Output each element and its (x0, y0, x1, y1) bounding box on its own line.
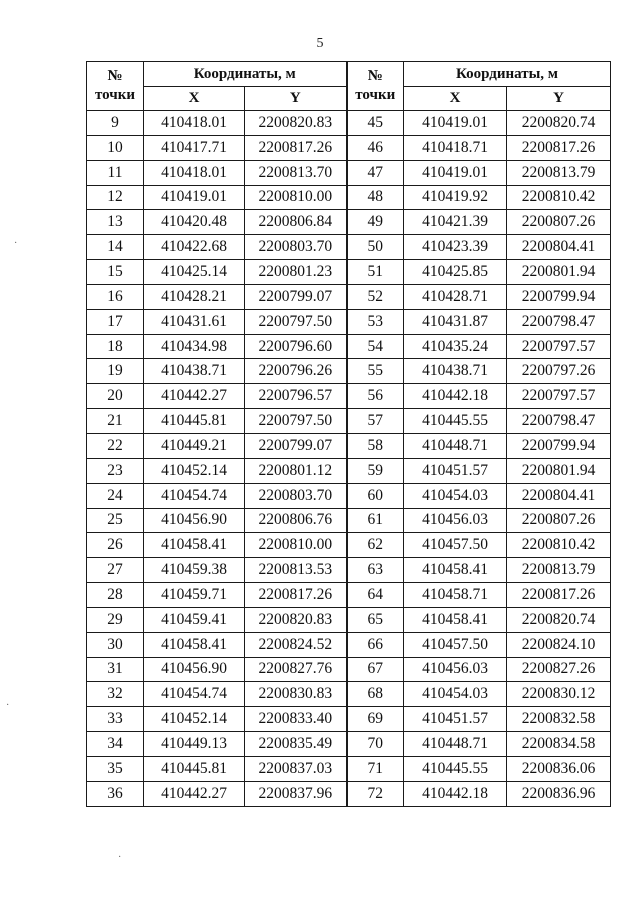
y-value-right: 2200798.47 (507, 409, 611, 434)
point-number-right: 47 (347, 160, 404, 185)
x-value-right: 410419.92 (404, 185, 507, 210)
point-number-right: 67 (347, 657, 404, 682)
table-row (87, 185, 611, 210)
y-value-left: 2200797.50 (245, 309, 347, 334)
x-value-right: 410442.18 (404, 781, 507, 806)
x-value-right: 410448.71 (404, 732, 507, 757)
x-value-left: 410420.48 (144, 210, 245, 235)
x-value-right: 410442.18 (404, 384, 507, 409)
point-number-right: 46 (347, 135, 404, 160)
point-number-left: 24 (87, 483, 144, 508)
point-number-right: 53 (347, 309, 404, 334)
y-value-left: 2200817.26 (245, 135, 347, 160)
x-header-right: X (404, 87, 507, 111)
point-number-right: 48 (347, 185, 404, 210)
y-value-left: 2200810.00 (245, 533, 347, 558)
y-value-right: 2200807.26 (507, 210, 611, 235)
y-value-left: 2200837.96 (245, 781, 347, 806)
point-number-left: 14 (87, 235, 144, 260)
x-value-right: 410454.03 (404, 682, 507, 707)
point-number-right: 45 (347, 111, 404, 136)
y-value-right: 2200810.42 (507, 185, 611, 210)
point-number-left: 10 (87, 135, 144, 160)
coords-header-right: Координаты, м (404, 62, 611, 87)
y-value-left: 2200797.50 (245, 409, 347, 434)
table-row (87, 160, 611, 185)
point-number-left: 32 (87, 682, 144, 707)
table-row (87, 135, 611, 160)
point-number-header-left (87, 62, 144, 111)
point-number-word: точки (94, 87, 136, 103)
table-row (87, 607, 611, 632)
x-value-right: 410457.50 (404, 632, 507, 657)
x-value-right: 410438.71 (404, 359, 507, 384)
table-row (87, 210, 611, 235)
coords-header-left: Координаты, м (144, 62, 347, 87)
y-value-right: 2200798.47 (507, 309, 611, 334)
point-number-right: 58 (347, 433, 404, 458)
point-number-left: 22 (87, 433, 144, 458)
y-value-right: 2200804.41 (507, 483, 611, 508)
x-value-left: 410418.01 (144, 111, 245, 136)
point-number-right: 59 (347, 458, 404, 483)
x-value-left: 410431.61 (144, 309, 245, 334)
x-value-right: 410428.71 (404, 284, 507, 309)
x-value-right: 410445.55 (404, 409, 507, 434)
y-value-left: 2200820.83 (245, 607, 347, 632)
y-value-left: 2200806.76 (245, 508, 347, 533)
y-value-left: 2200799.07 (245, 284, 347, 309)
y-value-left: 2200796.60 (245, 334, 347, 359)
y-value-left: 2200830.83 (245, 682, 347, 707)
y-value-left: 2200820.83 (245, 111, 347, 136)
y-value-right: 2200836.96 (507, 781, 611, 806)
x-value-left: 410428.21 (144, 284, 245, 309)
y-value-left: 2200817.26 (245, 583, 347, 608)
x-value-right: 410451.57 (404, 707, 507, 732)
y-value-right: 2200827.26 (507, 657, 611, 682)
x-value-left: 410445.81 (144, 756, 245, 781)
x-value-right: 410425.85 (404, 260, 507, 285)
point-number-right: 64 (347, 583, 404, 608)
table-row (87, 533, 611, 558)
table-row (87, 111, 611, 136)
x-value-left: 410454.74 (144, 682, 245, 707)
point-number-left: 12 (87, 185, 144, 210)
point-number-right: 56 (347, 384, 404, 409)
x-value-right: 410419.01 (404, 111, 507, 136)
x-value-left: 410419.01 (144, 185, 245, 210)
table-row (87, 732, 611, 757)
x-value-left: 410452.14 (144, 707, 245, 732)
y-value-right: 2200813.79 (507, 160, 611, 185)
x-value-right: 410458.71 (404, 583, 507, 608)
x-value-left: 410458.41 (144, 533, 245, 558)
x-value-left: 410449.21 (144, 433, 245, 458)
point-number-symbol: № (107, 68, 123, 84)
point-number-left: 28 (87, 583, 144, 608)
point-number-left: 33 (87, 707, 144, 732)
x-value-left: 410449.13 (144, 732, 245, 757)
table-row (87, 433, 611, 458)
y-value-left: 2200810.00 (245, 185, 347, 210)
table-row (87, 309, 611, 334)
table-row (87, 707, 611, 732)
point-number-left: 17 (87, 309, 144, 334)
y-value-left: 2200806.84 (245, 210, 347, 235)
y-value-right: 2200797.57 (507, 334, 611, 359)
header-row-top (87, 62, 611, 87)
coordinates-table (86, 61, 611, 807)
point-number-left: 36 (87, 781, 144, 806)
x-value-left: 410454.74 (144, 483, 245, 508)
table-row (87, 260, 611, 285)
y-value-right: 2200836.06 (507, 756, 611, 781)
y-value-left: 2200796.26 (245, 359, 347, 384)
y-value-left: 2200801.12 (245, 458, 347, 483)
x-value-right: 410451.57 (404, 458, 507, 483)
point-number-right: 63 (347, 558, 404, 583)
x-value-left: 410456.90 (144, 508, 245, 533)
point-number-right: 52 (347, 284, 404, 309)
x-value-right: 410423.39 (404, 235, 507, 260)
point-number-left: 27 (87, 558, 144, 583)
table-row (87, 508, 611, 533)
table-row (87, 657, 611, 682)
y-value-left: 2200837.03 (245, 756, 347, 781)
point-number-left: 11 (87, 160, 144, 185)
x-value-left: 410442.27 (144, 781, 245, 806)
y-value-left: 2200803.70 (245, 483, 347, 508)
y-value-right: 2200830.12 (507, 682, 611, 707)
x-value-left: 410442.27 (144, 384, 245, 409)
table-row (87, 756, 611, 781)
table-body (87, 111, 611, 807)
y-value-right: 2200799.94 (507, 284, 611, 309)
y-value-left: 2200813.53 (245, 558, 347, 583)
x-value-right: 410421.39 (404, 210, 507, 235)
point-number-left: 34 (87, 732, 144, 757)
point-number-left: 26 (87, 533, 144, 558)
point-number-header-right (347, 62, 404, 111)
scan-speck: · (6, 700, 10, 711)
point-number-left: 29 (87, 607, 144, 632)
y-header-left: Y (245, 87, 347, 111)
point-number-right: 55 (347, 359, 404, 384)
x-value-right: 410457.50 (404, 533, 507, 558)
y-value-left: 2200827.76 (245, 657, 347, 682)
y-value-right: 2200817.26 (507, 583, 611, 608)
x-value-left: 410417.71 (144, 135, 245, 160)
point-number-word: точки (355, 87, 396, 103)
point-number-right: 72 (347, 781, 404, 806)
y-value-right: 2200799.94 (507, 433, 611, 458)
y-value-right: 2200797.57 (507, 384, 611, 409)
x-value-left: 410438.71 (144, 359, 245, 384)
point-number-left: 16 (87, 284, 144, 309)
table-row (87, 284, 611, 309)
point-number-right: 49 (347, 210, 404, 235)
x-value-left: 410452.14 (144, 458, 245, 483)
x-value-left: 410445.81 (144, 409, 245, 434)
x-value-right: 410418.71 (404, 135, 507, 160)
point-number-left: 19 (87, 359, 144, 384)
x-value-left: 410425.14 (144, 260, 245, 285)
x-value-right: 410458.41 (404, 607, 507, 632)
point-number-right: 68 (347, 682, 404, 707)
y-value-right: 2200834.58 (507, 732, 611, 757)
y-value-right: 2200817.26 (507, 135, 611, 160)
y-value-right: 2200810.42 (507, 533, 611, 558)
y-value-right: 2200832.58 (507, 707, 611, 732)
page-number: 5 (316, 36, 324, 51)
x-value-left: 410458.41 (144, 632, 245, 657)
table-row (87, 359, 611, 384)
point-number-right: 66 (347, 632, 404, 657)
point-number-right: 57 (347, 409, 404, 434)
y-value-left: 2200824.52 (245, 632, 347, 657)
scan-speck: · (14, 238, 18, 249)
point-number-right: 54 (347, 334, 404, 359)
x-value-left: 410418.01 (144, 160, 245, 185)
x-value-left: 410459.38 (144, 558, 245, 583)
y-value-right: 2200801.94 (507, 260, 611, 285)
y-value-right: 2200801.94 (507, 458, 611, 483)
y-value-right: 2200813.79 (507, 558, 611, 583)
table-row (87, 235, 611, 260)
x-value-right: 410458.41 (404, 558, 507, 583)
point-number-right: 65 (347, 607, 404, 632)
point-number-left: 35 (87, 756, 144, 781)
point-number-right: 69 (347, 707, 404, 732)
table-row (87, 583, 611, 608)
y-value-right: 2200807.26 (507, 508, 611, 533)
point-number-right: 61 (347, 508, 404, 533)
point-number-left: 18 (87, 334, 144, 359)
point-number-symbol: № (367, 68, 383, 84)
x-value-right: 410454.03 (404, 483, 507, 508)
y-value-left: 2200813.70 (245, 160, 347, 185)
x-value-left: 410434.98 (144, 334, 245, 359)
table-row (87, 384, 611, 409)
x-value-left: 410459.71 (144, 583, 245, 608)
point-number-right: 50 (347, 235, 404, 260)
table-row (87, 409, 611, 434)
y-value-right: 2200824.10 (507, 632, 611, 657)
point-number-left: 13 (87, 210, 144, 235)
table-row (87, 781, 611, 806)
point-number-right: 60 (347, 483, 404, 508)
x-value-left: 410459.41 (144, 607, 245, 632)
point-number-left: 25 (87, 508, 144, 533)
y-value-left: 2200801.23 (245, 260, 347, 285)
point-number-left: 31 (87, 657, 144, 682)
table-row (87, 682, 611, 707)
table-row (87, 458, 611, 483)
point-number-left: 23 (87, 458, 144, 483)
point-number-left: 21 (87, 409, 144, 434)
y-value-left: 2200835.49 (245, 732, 347, 757)
table-row (87, 558, 611, 583)
table-row (87, 632, 611, 657)
point-number-left: 9 (87, 111, 144, 136)
x-value-right: 410435.24 (404, 334, 507, 359)
point-number-right: 51 (347, 260, 404, 285)
point-number-right: 62 (347, 533, 404, 558)
x-value-left: 410422.68 (144, 235, 245, 260)
point-number-right: 70 (347, 732, 404, 757)
x-value-right: 410431.87 (404, 309, 507, 334)
y-header-right: Y (507, 87, 611, 111)
x-value-right: 410448.71 (404, 433, 507, 458)
y-value-left: 2200803.70 (245, 235, 347, 260)
y-value-right: 2200820.74 (507, 111, 611, 136)
y-value-right: 2200804.41 (507, 235, 611, 260)
y-value-left: 2200796.57 (245, 384, 347, 409)
x-value-right: 410445.55 (404, 756, 507, 781)
y-value-right: 2200797.26 (507, 359, 611, 384)
x-value-right: 410456.03 (404, 508, 507, 533)
y-value-left: 2200799.07 (245, 433, 347, 458)
scan-speck: · (118, 852, 122, 863)
x-value-right: 410419.01 (404, 160, 507, 185)
point-number-left: 30 (87, 632, 144, 657)
x-header-left: X (144, 87, 245, 111)
point-number-right: 71 (347, 756, 404, 781)
x-value-right: 410456.03 (404, 657, 507, 682)
x-value-left: 410456.90 (144, 657, 245, 682)
y-value-right: 2200820.74 (507, 607, 611, 632)
point-number-left: 20 (87, 384, 144, 409)
table-row (87, 483, 611, 508)
y-value-left: 2200833.40 (245, 707, 347, 732)
table-row (87, 334, 611, 359)
point-number-left: 15 (87, 260, 144, 285)
